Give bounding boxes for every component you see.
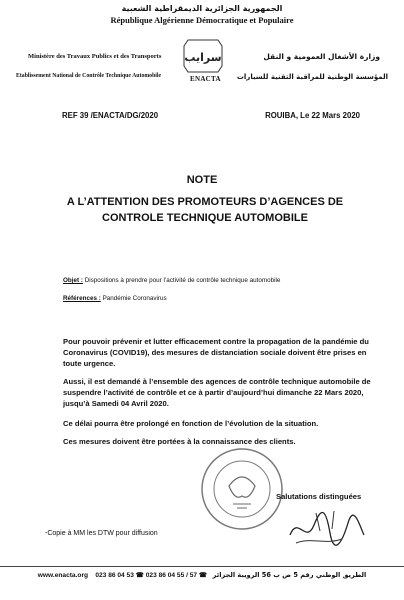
footer (0, 571, 404, 579)
ministry-french: Ministère des Travaux Publics et des Transports (28, 53, 162, 60)
objet-label: Objet : (63, 277, 83, 284)
objet-text: Dispositions à prendre pour l’activité de contrôle technique automobile (84, 277, 281, 284)
header-arabic-republic: الجمهورية الجزائرية الديمقراطية الشعبية (121, 4, 283, 13)
logo-glyph: سرايب (184, 51, 222, 64)
paragraph-clients: Ces mesures doivent être portées à la connaissance des clients. (63, 437, 296, 446)
establishment-french: Etablissement National de Contrôle Technique Automobile (16, 73, 162, 79)
ministry-arabic: وزارة الأشغال العمومية و النقل (263, 52, 380, 61)
enacta-logo-icon (180, 36, 226, 76)
paragraph-prevention: Pour pouvoir prévenir et lutter efficacement contre la propagation de la pandémie du Coronavirus (COVID19), des mesures de distanciation sociale doivent être prises en toute urgence. (63, 337, 369, 368)
salutations: Salutations distinguées (276, 492, 362, 501)
footer-address-arabic: الطريق الوطني رقم 5 ص ب 56 الرويبة الجزائر (212, 571, 367, 579)
establishment-arabic: المؤسسة الوطنية للمراقبة التقنية للسيارات (236, 73, 388, 81)
references-label: Références : (63, 295, 101, 302)
official-stamp-icon (199, 446, 285, 532)
references-line (63, 295, 167, 302)
footer-website[interactable]: www.enacta.org (37, 572, 89, 579)
paragraph-suspension: Aussi, il est demandé à l’ensemble des agences de contrôle technique automobile de suspendre l’activité de contrôle et ce à partir d’aujourd’hui dimanche 22 Mars 2020, jusqu’à Samedi 04 Avril 2020. (63, 377, 371, 408)
date-line: ROUIBA, Le 22 Mars 2020 (265, 111, 360, 120)
footer-divider (0, 566, 404, 567)
logo-text: ENACTA (190, 75, 221, 83)
reference-number: REF 39 /ENACTA/DG/2020 (62, 111, 159, 120)
copy-note: -Copie à MM les DTW pour diffusion (45, 530, 158, 537)
signature-icon (286, 505, 366, 550)
paragraph-extension: Ce délai pourra être prolongé en fonction de l’évolution de la situation. (63, 419, 319, 428)
header-french-republic: République Algérienne Démocratique et Populaire (110, 15, 294, 25)
attention-heading: A L’ATTENTION DES PROMOTEURS D’AGENCES DE CONTROLE TECHNIQUE AUTOMOBILE (66, 196, 344, 224)
references-text: Pandémie Coronavirus (102, 295, 167, 302)
page-title: NOTE (186, 174, 218, 186)
footer-phones: 023 86 04 53 ☎ 023 86 04 55 / 57 ☎ (95, 572, 208, 579)
objet-line (63, 277, 280, 284)
